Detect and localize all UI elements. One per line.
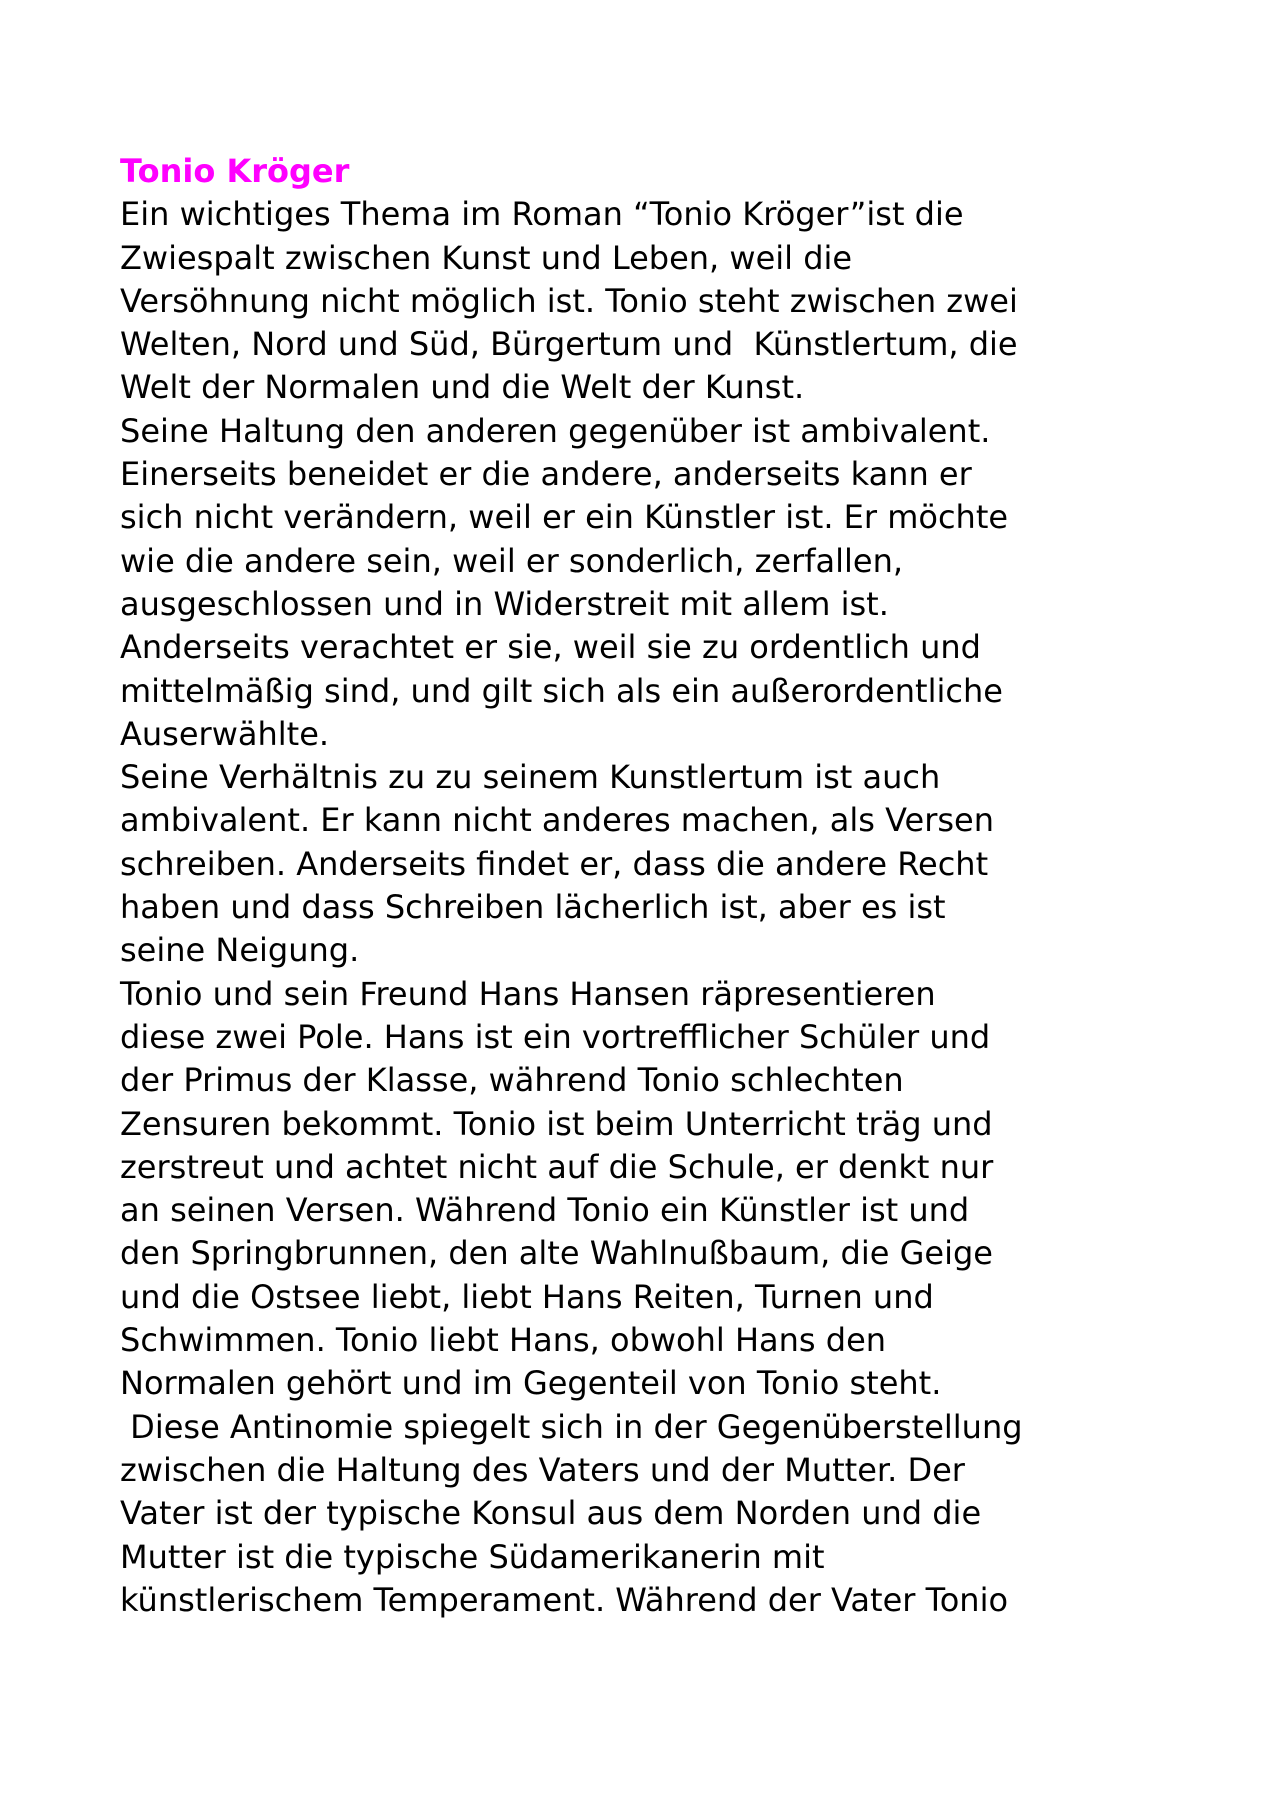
text-line: Seine Verhältnis zu zu seinem Kunstlertum ist auch [120, 758, 941, 797]
text-line: der Primus der Klasse, während Tonio schlechten [120, 1061, 904, 1100]
text-line: wie die andere sein, weil er sonderlich, zerfallen, [120, 541, 904, 580]
text-line: zerstreut und achtet nicht auf die Schule, er denkt nur [120, 1147, 994, 1186]
text-line: Zwiespalt zwischen Kunst und Leben, weil die [120, 238, 853, 277]
document-text [120, 193, 1180, 1622]
document-title: Tonio Kröger [120, 152, 350, 190]
text-line: künstlerischem Temperament. Während der Vater Tonio [120, 1580, 1009, 1619]
text-line: Versöhnung nicht möglich ist. Tonio steht zwischen zwei [120, 281, 1018, 320]
text-line: schreiben. Anderseits findet er, dass die andere Recht [120, 844, 989, 883]
text-line: diese zwei Pole. Hans ist ein vortrefflicher Schüler und [120, 1017, 991, 1056]
text-line: Diese Antinomie spiegelt sich in der Gegenüberstellung [120, 1407, 1023, 1446]
text-line: an seinen Versen. Während Tonio ein Künstler ist und [120, 1191, 970, 1230]
text-line: seine Neigung. [120, 931, 360, 970]
text-line: ambivalent. Er kann nicht anderes machen, als Versen [120, 801, 994, 840]
text-line: Anderseits verachtet er sie, weil sie zu ordentlich und [120, 628, 981, 667]
text-line: sich nicht verändern, weil er ein Künstler ist. Er möchte [120, 498, 1009, 537]
document-body [120, 150, 1180, 1622]
text-line: Mutter ist die typische Südamerikanerin mit [120, 1537, 825, 1576]
text-line: Schwimmen. Tonio liebt Hans, obwohl Hans den [120, 1321, 887, 1360]
text-line: Einerseits beneidet er die andere, anderseits kann er [120, 455, 972, 494]
text-line: ausgeschlossen und in Widerstreit mit allem ist. [120, 584, 889, 623]
text-line: haben und dass Schreiben lächerlich ist, aber es ist [120, 888, 946, 927]
text-line: Welten, Nord und Süd, Bürgertum und Künstlertum, die [120, 325, 1018, 364]
text-line: Zensuren bekommt. Tonio ist beim Unterricht träg und [120, 1104, 993, 1143]
text-line: den Springbrunnen, den alte Wahlnußbaum, die Geige [120, 1234, 993, 1273]
text-line: Auserwählte. [120, 714, 330, 753]
text-line: Welt der Normalen und die Welt der Kunst. [120, 368, 805, 407]
text-line: und die Ostsee liebt, liebt Hans Reiten, Turnen und [120, 1277, 934, 1316]
text-line: Ein wichtiges Thema im Roman “Tonio Kröger”ist die [120, 195, 964, 234]
text-line: zwischen die Haltung des Vaters und der Mutter. Der [120, 1450, 965, 1489]
text-line: Seine Haltung den anderen gegenüber ist ambivalent. [120, 411, 991, 450]
text-line: Normalen gehört und im Gegenteil von Tonio steht. [120, 1364, 942, 1403]
text-line: Tonio und sein Freund Hans Hansen räpresentieren [120, 974, 936, 1013]
text-line: Vater ist der typische Konsul aus dem Norden und die [120, 1494, 982, 1533]
text-line: mittelmäßig sind, und gilt sich als ein außerordentliche [120, 671, 1003, 710]
